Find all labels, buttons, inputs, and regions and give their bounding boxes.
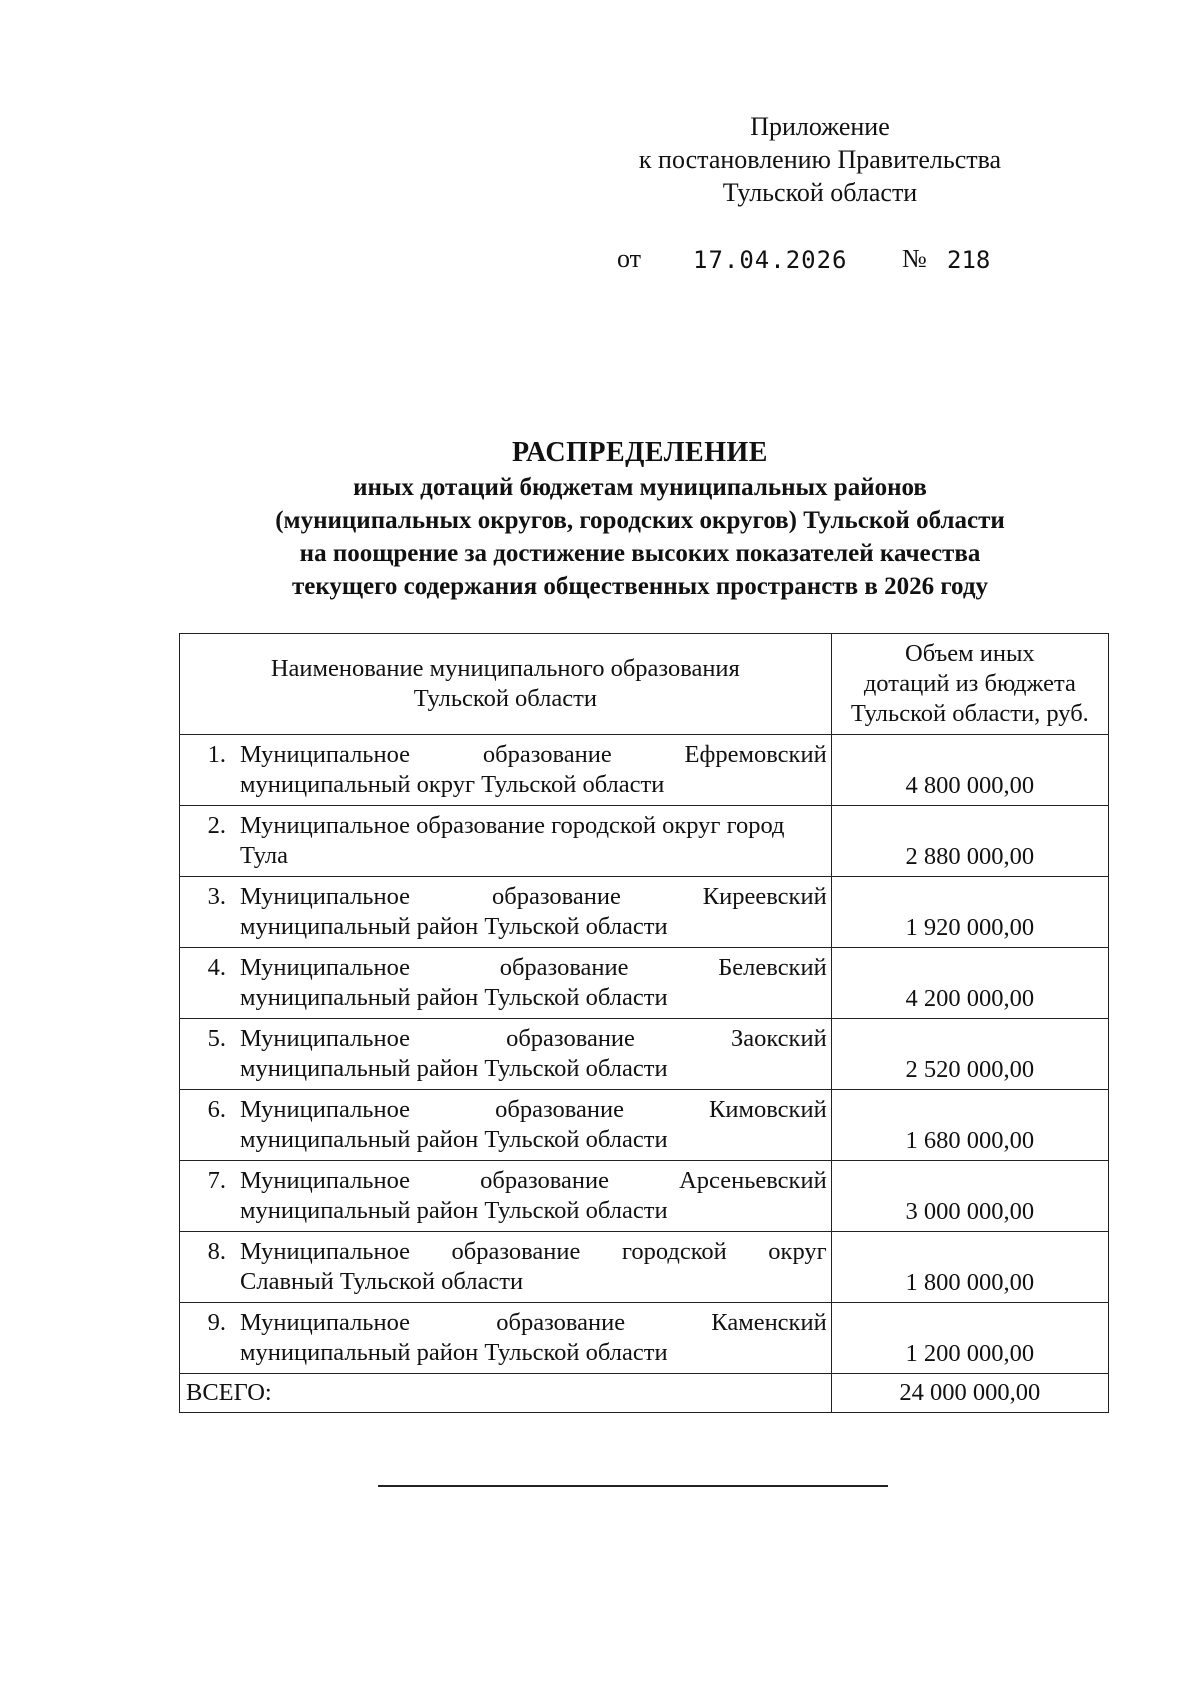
table-row — [180, 735, 1109, 806]
appendix-resolution: к постановлению Правительства — [638, 145, 1002, 174]
row-name-line1: Муниципальное образование Ефремовский — [240, 741, 827, 768]
row-name-line2: муниципальный район Тульской области — [240, 1055, 668, 1082]
row-amount-cell — [831, 948, 1108, 1019]
table-header-row — [180, 634, 1109, 735]
table-row — [180, 1303, 1109, 1374]
resolution-number: 218 — [947, 246, 991, 274]
row-name-line2: муниципальный район Тульской области — [240, 1339, 668, 1366]
appendix-block — [600, 110, 1040, 209]
row-index: 6. — [207, 1096, 226, 1123]
row-name-line2: Тула — [240, 842, 289, 869]
row-name-line2: муниципальный район Тульской области — [240, 913, 668, 940]
row-amount-cell — [831, 1232, 1108, 1303]
table-row — [180, 877, 1109, 948]
table-row — [180, 806, 1109, 877]
row-amount-cell — [831, 1019, 1108, 1090]
date-prefix: от — [617, 244, 642, 273]
row-name-cell — [180, 1303, 832, 1374]
row-amount-cell — [831, 877, 1108, 948]
distribution-table — [179, 633, 1109, 1413]
row-amount: 1 800 000,00 — [905, 1269, 1035, 1296]
row-name-line1: Муниципальное образование Кимовский — [240, 1096, 827, 1123]
resolution-reference — [617, 244, 1017, 278]
row-amount-cell — [831, 735, 1108, 806]
title-line: иных дотаций бюджетам муниципальных районов — [353, 474, 927, 501]
row-name-line2: Славный Тульской области — [240, 1268, 524, 1295]
number-sign: № — [902, 244, 927, 273]
row-amount-cell — [831, 1090, 1108, 1161]
appendix-title: Приложение — [750, 112, 890, 141]
row-index: 9. — [207, 1309, 226, 1336]
row-name-cell — [180, 1019, 832, 1090]
row-index: 2. — [207, 812, 226, 839]
row-index: 4. — [207, 954, 226, 981]
row-index: 8. — [207, 1238, 226, 1265]
row-name-line2: муниципальный район Тульской области — [240, 984, 668, 1011]
row-name-line2: муниципальный район Тульской области — [240, 1197, 668, 1224]
row-amount-cell — [831, 1161, 1108, 1232]
total-label-cell — [180, 1374, 832, 1413]
title-line: (муниципальных округов, городских округов) Тульской области — [275, 507, 1005, 534]
table-row — [180, 1019, 1109, 1090]
row-amount: 2 520 000,00 — [905, 1056, 1035, 1083]
row-amount-cell — [831, 1303, 1108, 1374]
row-index: 5. — [207, 1025, 226, 1052]
closing-separator-line — [378, 1485, 888, 1487]
row-amount: 1 200 000,00 — [905, 1340, 1035, 1367]
appendix-region: Тульской области — [722, 178, 918, 207]
row-name-cell — [180, 806, 832, 877]
total-label: ВСЕГО: — [186, 1379, 272, 1406]
row-name-line1: Муниципальное образование городской округ — [240, 1238, 827, 1265]
total-row — [180, 1374, 1109, 1413]
title-line: на поощрение за достижение высоких показателей качества — [299, 540, 981, 567]
row-name-line1: Муниципальное образование городской округ город — [240, 812, 785, 839]
row-name-line1: Муниципальное образование Заокский — [240, 1025, 827, 1052]
table-row — [180, 1090, 1109, 1161]
row-amount: 1 680 000,00 — [905, 1127, 1035, 1154]
row-name-line1: Муниципальное образование Арсеньевский — [240, 1167, 827, 1194]
row-name-line1: Муниципальное образование Белевский — [240, 954, 827, 981]
total-amount-cell — [831, 1374, 1108, 1413]
row-amount: 3 000 000,00 — [905, 1198, 1035, 1225]
row-name-cell — [180, 877, 832, 948]
resolution-date: 17.04.2026 — [693, 246, 848, 274]
row-index: 7. — [207, 1167, 226, 1194]
row-name-cell — [180, 1232, 832, 1303]
row-name-line2: муниципальный район Тульской области — [240, 1126, 668, 1153]
header-amount: Объем иных дотаций из бюджета Тульской области, руб. — [831, 634, 1108, 735]
row-name-cell — [180, 735, 832, 806]
title-heading: РАСПРЕДЕЛЕНИЕ — [512, 437, 768, 468]
table-row — [180, 948, 1109, 1019]
row-name-line1: Муниципальное образование Киреевский — [240, 883, 827, 910]
total-amount: 24 000 000,00 — [899, 1379, 1041, 1406]
header-name: Наименование муниципального образования Тульской области — [180, 634, 832, 735]
row-amount: 2 880 000,00 — [905, 843, 1035, 870]
row-name-line1: Муниципальное образование Каменский — [240, 1309, 827, 1336]
row-name-cell — [180, 948, 832, 1019]
row-name-cell — [180, 1161, 832, 1232]
table-row — [180, 1161, 1109, 1232]
row-amount-cell — [831, 806, 1108, 877]
row-index: 3. — [207, 883, 226, 910]
row-index: 1. — [207, 741, 226, 768]
document-title — [150, 435, 1130, 603]
row-name-line2: муниципальный округ Тульской области — [240, 771, 665, 798]
row-amount: 4 200 000,00 — [905, 985, 1035, 1012]
row-amount: 4 800 000,00 — [905, 772, 1035, 799]
title-line: текущего содержания общественных пространств в 2026 году — [292, 573, 988, 600]
table-row — [180, 1232, 1109, 1303]
row-amount: 1 920 000,00 — [905, 914, 1035, 941]
row-name-cell — [180, 1090, 832, 1161]
